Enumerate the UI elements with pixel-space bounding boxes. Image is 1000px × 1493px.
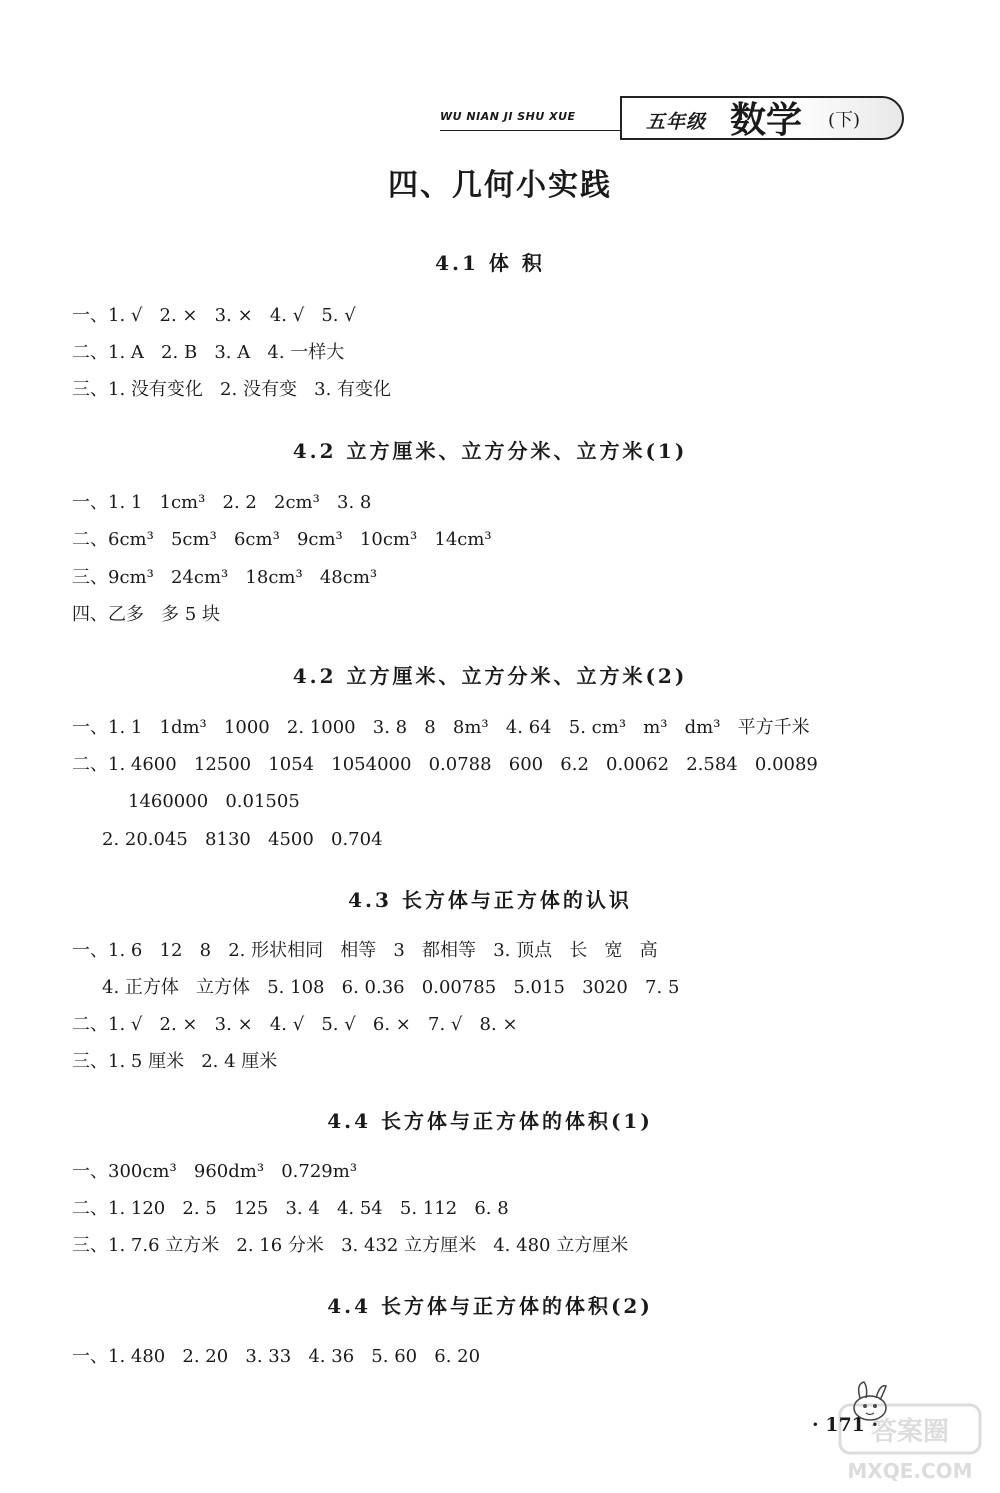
watermark-text: MXQE.COM [847,1459,973,1483]
answer-line: 一、300cm³ 960dm³ 0.729m³ [72,1161,358,1182]
section-title: 4.2 立方厘米、立方分米、立方米(1) [292,439,688,463]
answer-line: 二、1. A 2. B 3. A 4. 一样大 [72,342,345,363]
answer-line: 1460000 0.01505 [128,791,300,812]
svg-text:答案圈: 答案圈 [870,1417,950,1447]
answer-line: 三、1. 没有变化 2. 没有变 3. 有变化 [72,379,392,400]
section-title: 4.1 体 积 [435,251,545,275]
answer-line: 三、1. 7.6 立方米 2. 16 分米 3. 432 立方厘米 4. 480 立方厘米 [72,1235,629,1256]
answer-line: 一、1. 1 1dm³ 1000 2. 1000 3. 8 8 8m³ 4. 64 5. cm³ m³ dm³ 平方千米 [72,717,810,738]
header-subject: 数学 [730,100,803,141]
header-grade: 五年级 [646,111,707,133]
header-rule [440,130,635,131]
header-banner [620,96,904,140]
page-number: · 171 · [812,1414,879,1436]
running-header [440,96,910,142]
answer-line: 二、6cm³ 5cm³ 6cm³ 9cm³ 10cm³ 14cm³ [72,529,492,550]
header-volume: (下) [828,110,861,131]
answer-line: 四、乙多 多 5 块 [72,604,221,625]
answer-line: 三、1. 5 厘米 2. 4 厘米 [72,1051,278,1072]
answer-line: 二、1. 4600 12500 1054 1054000 0.0788 600 6.2 0.0062 2.584 0.0089 [72,754,818,775]
answer-line: 一、1. √ 2. × 3. × 4. √ 5. √ [72,305,356,326]
answer-line: 二、1. 120 2. 5 125 3. 4 4. 54 5. 112 6. 8 [72,1198,509,1219]
answer-line: 三、9cm³ 24cm³ 18cm³ 48cm³ [72,567,378,588]
section-title: 4.4 长方体与正方体的体积(2) [327,1294,653,1318]
answer-line: 2. 20.045 8130 4500 0.704 [102,829,383,850]
watermark-logo-icon [835,1400,985,1485]
section-title: 4.2 立方厘米、立方分米、立方米(2) [292,664,688,688]
answer-line: 一、1. 1 1cm³ 2. 2 2cm³ 3. 8 [72,492,372,513]
answer-line: 一、1. 6 12 8 2. 形状相同 相等 3 都相等 3. 顶点 长 宽 高 [72,940,658,961]
answer-line: 二、1. √ 2. × 3. × 4. √ 5. √ 6. × 7. √ 8. × [72,1014,518,1035]
header-pinyin: WU NIAN JI SHU XUE [440,110,576,123]
section-title: 4.3 长方体与正方体的认识 [348,888,632,912]
answer-line: 4. 正方体 立方体 5. 108 6. 0.36 0.00785 5.015 3020 7. 5 [102,977,680,998]
answer-line: 一、1. 480 2. 20 3. 33 4. 36 5. 60 6. 20 [72,1346,481,1367]
section-title: 4.4 长方体与正方体的体积(1) [327,1109,653,1133]
chapter-title: 四、几何小实践 [388,168,612,203]
